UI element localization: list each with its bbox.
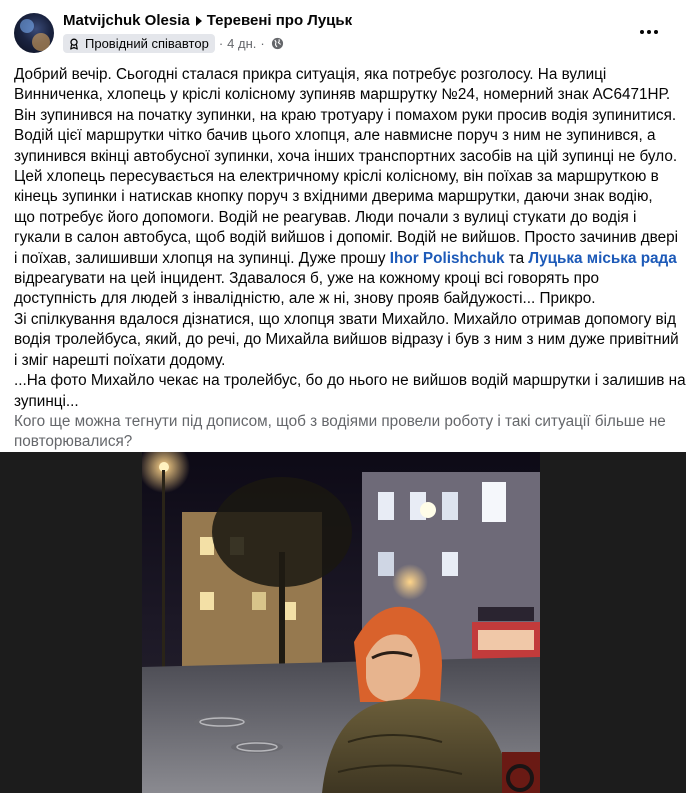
post-line: і зміг нарешті поїхати додому. (14, 351, 226, 369)
post-line: Добрий вечір. Сьогодні сталася прикра ситуація, яка потребує розголосу. На вулиці (14, 66, 607, 83)
meta-separator-2: · (260, 36, 265, 51)
post-line: повторювалися? (14, 433, 133, 451)
globe-icon[interactable] (271, 37, 284, 50)
post-line: Він зупинився на початку зупинки, на краю тротуару і помахом руки просив водія зупинитися. (14, 106, 677, 124)
badge-label: Провідний співавтор (85, 36, 209, 51)
post-line-segment: і поїхав, залишивши хлопця на зупинці. Дуже прошу (14, 249, 390, 267)
post-line: Цей хлопець пересувається на електричному кріслі колісному, він поїхав за маршруткою в (14, 168, 659, 186)
more-dot (654, 30, 658, 34)
post-text (14, 65, 686, 453)
author-line (63, 12, 352, 29)
post-line: доступність для людей з інвалідністю, але ж ні, знову прояв байдужості... Прикро. (14, 290, 596, 308)
post-photo-container[interactable] (0, 452, 686, 793)
group-name[interactable]: Теревені про Луцьк (206, 12, 353, 29)
more-dot (647, 30, 651, 34)
post-meta (63, 34, 284, 53)
post-line: гукали в салон автобуса, щоб водій вийшов і допоміг. Водій не вийшов. Просто зачинив двері (14, 229, 678, 247)
post-line: Винниченка, хлопець у кріслі колісному зупиняв маршрутку №24, номерний знак АС6471НР. (14, 86, 671, 104)
post-header (0, 0, 686, 62)
post-line: Водій цієї маршрутки чітко бачив цього хлопця, але навмисне поруч з ним не зупинився, а (14, 127, 656, 145)
meta-separator: · (218, 36, 224, 51)
more-options-button[interactable] (634, 17, 664, 47)
post-line: зупинці... (14, 392, 79, 410)
member-badge[interactable] (63, 34, 215, 53)
post-line: зупинився вкінці автобусної зупинки, хоча інших транспортних засобів на цій зупинці не було. (14, 147, 678, 165)
post-photo[interactable] (142, 452, 540, 793)
post-line: водія тролейбуса, який, до речі, до Михайла вийшов відразу і був з ним з ним дуже привітний (14, 331, 679, 349)
mention-lutsk-city-council[interactable]: Луцька міська рада (528, 249, 677, 267)
post-line-with-mentions (14, 249, 678, 269)
author-avatar[interactable] (14, 13, 54, 53)
post-line: ...На фото Михайло чекає на тролейбус, бо до нього не вийшов водій маршрутки і залишив на (14, 372, 686, 390)
group-badge-icon (68, 38, 80, 50)
post-line: Кого ще можна тегнути під дописом, щоб з водіями провели роботу і такі ситуації більше не (14, 412, 666, 430)
post-line-segment: та (504, 249, 529, 267)
author-name[interactable]: Matvijchuk Olesia (63, 12, 190, 29)
mention-ihor-polishchuk[interactable]: Ihor Polishchuk (389, 249, 505, 267)
post-line: Зі спілкування вдалося дізнатися, що хлопця звати Михайло. Михайло отримав допомогу від (14, 310, 677, 328)
post-line: відреагувати на цей інцидент. Здавалося б, уже на кожному кроці всі говорять про (14, 270, 599, 288)
post-line: що потребує його допомоги. Водій не реагував. Люди почали з вулиці стукати до водія і (14, 208, 637, 226)
post-line: кінець зупинки і натискав кнопку поруч з вхідними дверима маршрутки, даючи знак водію, (14, 188, 653, 206)
more-horizontal-icon (640, 30, 644, 34)
post-time[interactable]: 4 дн. (227, 36, 257, 51)
triangle-right-icon (196, 16, 202, 26)
